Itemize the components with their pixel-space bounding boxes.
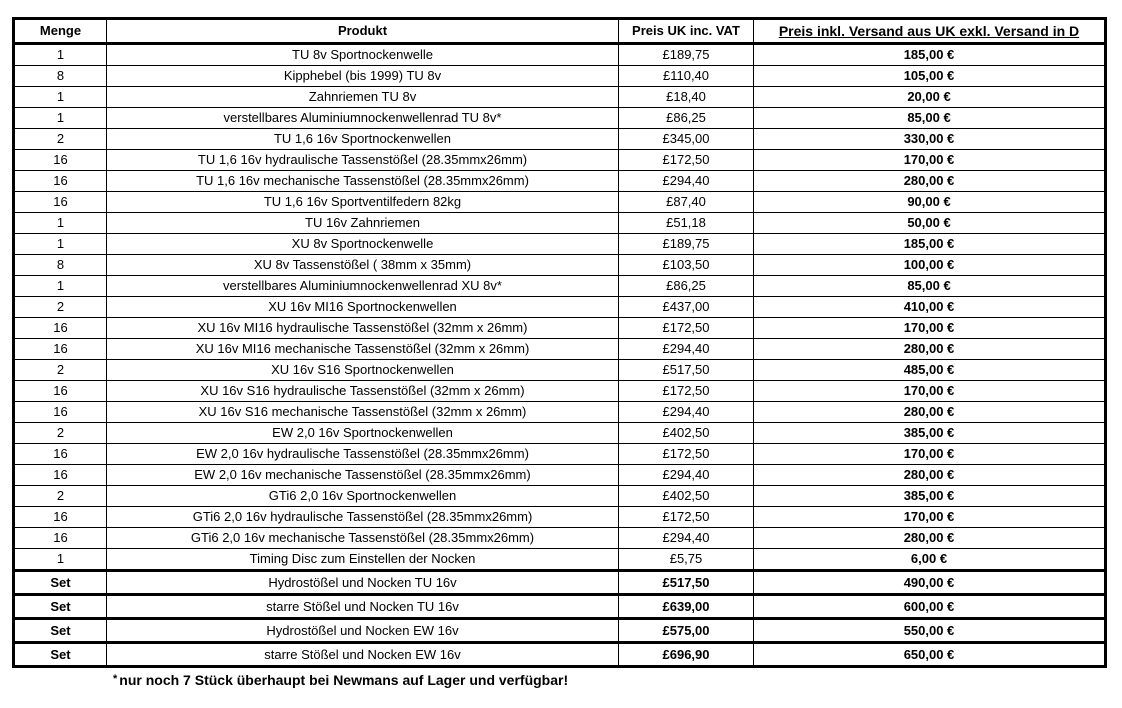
cell-preis-eur: 410,00 € xyxy=(754,297,1106,318)
cell-menge: 16 xyxy=(14,171,107,192)
cell-menge: 2 xyxy=(14,423,107,444)
cell-produkt: Zahnriemen TU 8v xyxy=(107,87,619,108)
cell-preis-eur: 170,00 € xyxy=(754,444,1106,465)
cell-produkt: verstellbares Aluminiumnockenwellenrad TU 8v* xyxy=(107,108,619,129)
table-row xyxy=(14,360,1106,381)
cell-menge: 1 xyxy=(14,44,107,66)
cell-preis-uk: £86,25 xyxy=(619,108,754,129)
table-row xyxy=(14,66,1106,87)
cell-produkt: XU 16v S16 mechanische Tassenstößel (32mm x 26mm) xyxy=(107,402,619,423)
cell-preis-uk: £189,75 xyxy=(619,44,754,66)
cell-produkt: TU 1,6 16v Sportnockenwellen xyxy=(107,129,619,150)
table-row xyxy=(14,150,1106,171)
cell-produkt: TU 1,6 16v Sportventilfedern 82kg xyxy=(107,192,619,213)
price-table xyxy=(12,17,1107,668)
cell-produkt: Timing Disc zum Einstellen der Nocken xyxy=(107,549,619,571)
table-row xyxy=(14,87,1106,108)
cell-preis-uk: £402,50 xyxy=(619,486,754,507)
column-header-produkt: Produkt xyxy=(107,19,619,44)
cell-preis-uk: £86,25 xyxy=(619,276,754,297)
cell-menge: Set xyxy=(14,595,107,619)
cell-preis-uk: £575,00 xyxy=(619,619,754,643)
cell-menge: 2 xyxy=(14,486,107,507)
table-row xyxy=(14,507,1106,528)
cell-preis-uk: £172,50 xyxy=(619,444,754,465)
cell-produkt: GTi6 2,0 16v Sportnockenwellen xyxy=(107,486,619,507)
table-row xyxy=(14,465,1106,486)
cell-preis-eur: 105,00 € xyxy=(754,66,1106,87)
cell-preis-uk: £437,00 xyxy=(619,297,754,318)
cell-preis-eur: 385,00 € xyxy=(754,486,1106,507)
cell-produkt: EW 2,0 16v hydraulische Tassenstößel (28.35mmx26mm) xyxy=(107,444,619,465)
table-row xyxy=(14,619,1106,643)
column-header-menge: Menge xyxy=(14,19,107,44)
table-row xyxy=(14,129,1106,150)
cell-menge: Set xyxy=(14,643,107,667)
footnote xyxy=(12,672,1110,688)
cell-menge: 2 xyxy=(14,129,107,150)
cell-preis-uk: £402,50 xyxy=(619,423,754,444)
table-row xyxy=(14,423,1106,444)
cell-preis-eur: 85,00 € xyxy=(754,108,1106,129)
footnote-text: nur noch 7 Stück überhaupt bei Newmans auf Lager und verfügbar! xyxy=(119,672,569,688)
cell-produkt: TU 1,6 16v hydraulische Tassenstößel (28.35mmx26mm) xyxy=(107,150,619,171)
cell-produkt: Hydrostößel und Nocken TU 16v xyxy=(107,571,619,595)
cell-preis-uk: £110,40 xyxy=(619,66,754,87)
cell-preis-eur: 170,00 € xyxy=(754,150,1106,171)
table-row xyxy=(14,255,1106,276)
cell-preis-uk: £18,40 xyxy=(619,87,754,108)
cell-preis-uk: £172,50 xyxy=(619,381,754,402)
cell-preis-eur: 6,00 € xyxy=(754,549,1106,571)
cell-preis-eur: 280,00 € xyxy=(754,465,1106,486)
cell-preis-eur: 280,00 € xyxy=(754,402,1106,423)
cell-preis-eur: 170,00 € xyxy=(754,507,1106,528)
cell-menge: 1 xyxy=(14,234,107,255)
table-row xyxy=(14,486,1106,507)
cell-preis-uk: £172,50 xyxy=(619,507,754,528)
cell-preis-eur: 85,00 € xyxy=(754,276,1106,297)
cell-preis-eur: 100,00 € xyxy=(754,255,1106,276)
cell-menge: 1 xyxy=(14,87,107,108)
cell-menge: 1 xyxy=(14,549,107,571)
column-header-preis-eur xyxy=(754,19,1106,44)
cell-produkt: XU 16v S16 hydraulische Tassenstößel (32mm x 26mm) xyxy=(107,381,619,402)
cell-preis-uk: £5,75 xyxy=(619,549,754,571)
cell-produkt: XU 8v Sportnockenwelle xyxy=(107,234,619,255)
table-row xyxy=(14,297,1106,318)
cell-produkt: GTi6 2,0 16v mechanische Tassenstößel (28.35mmx26mm) xyxy=(107,528,619,549)
cell-produkt: TU 8v Sportnockenwelle xyxy=(107,44,619,66)
cell-produkt: GTi6 2,0 16v hydraulische Tassenstößel (28.35mmx26mm) xyxy=(107,507,619,528)
cell-preis-eur: 280,00 € xyxy=(754,171,1106,192)
cell-produkt: XU 16v S16 Sportnockenwellen xyxy=(107,360,619,381)
cell-preis-eur: 280,00 € xyxy=(754,528,1106,549)
table-row xyxy=(14,192,1106,213)
table-row xyxy=(14,171,1106,192)
cell-preis-uk: £294,40 xyxy=(619,339,754,360)
cell-menge: 16 xyxy=(14,465,107,486)
cell-produkt: XU 16v MI16 mechanische Tassenstößel (32mm x 26mm) xyxy=(107,339,619,360)
cell-produkt: XU 16v MI16 Sportnockenwellen xyxy=(107,297,619,318)
table-row xyxy=(14,643,1106,667)
cell-produkt: XU 16v MI16 hydraulische Tassenstößel (32mm x 26mm) xyxy=(107,318,619,339)
cell-menge: 1 xyxy=(14,276,107,297)
cell-produkt: EW 2,0 16v mechanische Tassenstößel (28.35mmx26mm) xyxy=(107,465,619,486)
cell-preis-eur: 385,00 € xyxy=(754,423,1106,444)
cell-preis-eur: 170,00 € xyxy=(754,381,1106,402)
cell-produkt: starre Stößel und Nocken TU 16v xyxy=(107,595,619,619)
price-list-document xyxy=(12,17,1110,688)
cell-preis-eur: 50,00 € xyxy=(754,213,1106,234)
cell-menge: 16 xyxy=(14,339,107,360)
cell-preis-uk: £294,40 xyxy=(619,171,754,192)
cell-preis-eur: 20,00 € xyxy=(754,87,1106,108)
cell-preis-eur: 485,00 € xyxy=(754,360,1106,381)
cell-preis-eur: 600,00 € xyxy=(754,595,1106,619)
table-row xyxy=(14,108,1106,129)
cell-produkt: Hydrostößel und Nocken EW 16v xyxy=(107,619,619,643)
table-row xyxy=(14,44,1106,66)
cell-preis-uk: £639,00 xyxy=(619,595,754,619)
cell-produkt: Kipphebel (bis 1999) TU 8v xyxy=(107,66,619,87)
cell-preis-uk: £172,50 xyxy=(619,150,754,171)
cell-menge: 16 xyxy=(14,318,107,339)
cell-preis-eur: 170,00 € xyxy=(754,318,1106,339)
cell-produkt: TU 16v Zahnriemen xyxy=(107,213,619,234)
column-header-preis-eur-label: Preis inkl. Versand aus UK exkl. Versand in D xyxy=(778,23,1080,39)
table-row xyxy=(14,381,1106,402)
table-row xyxy=(14,318,1106,339)
cell-menge: 2 xyxy=(14,360,107,381)
cell-preis-uk: £294,40 xyxy=(619,528,754,549)
cell-produkt: verstellbares Aluminiumnockenwellenrad XU 8v* xyxy=(107,276,619,297)
cell-preis-uk: £696,90 xyxy=(619,643,754,667)
cell-menge: Set xyxy=(14,571,107,595)
cell-menge: 2 xyxy=(14,297,107,318)
cell-preis-eur: 280,00 € xyxy=(754,339,1106,360)
cell-preis-eur: 185,00 € xyxy=(754,44,1106,66)
table-row xyxy=(14,571,1106,595)
table-row xyxy=(14,339,1106,360)
cell-preis-eur: 650,00 € xyxy=(754,643,1106,667)
cell-preis-uk: £103,50 xyxy=(619,255,754,276)
cell-menge: 8 xyxy=(14,66,107,87)
table-row xyxy=(14,444,1106,465)
table-row xyxy=(14,213,1106,234)
cell-menge: Set xyxy=(14,619,107,643)
cell-preis-uk: £294,40 xyxy=(619,465,754,486)
cell-preis-eur: 90,00 € xyxy=(754,192,1106,213)
cell-preis-eur: 490,00 € xyxy=(754,571,1106,595)
cell-menge: 8 xyxy=(14,255,107,276)
cell-produkt: XU 8v Tassenstößel ( 38mm x 35mm) xyxy=(107,255,619,276)
table-body xyxy=(14,44,1106,667)
cell-menge: 1 xyxy=(14,213,107,234)
cell-produkt: starre Stößel und Nocken EW 16v xyxy=(107,643,619,667)
cell-preis-uk: £189,75 xyxy=(619,234,754,255)
cell-preis-uk: £294,40 xyxy=(619,402,754,423)
table-row xyxy=(14,549,1106,571)
table-row xyxy=(14,528,1106,549)
cell-preis-uk: £517,50 xyxy=(619,571,754,595)
footnote-asterisk: * xyxy=(113,673,118,685)
cell-produkt: EW 2,0 16v Sportnockenwellen xyxy=(107,423,619,444)
cell-menge: 16 xyxy=(14,507,107,528)
table-row xyxy=(14,402,1106,423)
cell-menge: 16 xyxy=(14,444,107,465)
cell-menge: 16 xyxy=(14,192,107,213)
cell-preis-eur: 185,00 € xyxy=(754,234,1106,255)
cell-preis-uk: £172,50 xyxy=(619,318,754,339)
cell-menge: 16 xyxy=(14,528,107,549)
cell-menge: 16 xyxy=(14,402,107,423)
cell-preis-uk: £517,50 xyxy=(619,360,754,381)
cell-menge: 16 xyxy=(14,381,107,402)
cell-preis-eur: 550,00 € xyxy=(754,619,1106,643)
table-row xyxy=(14,595,1106,619)
cell-menge: 1 xyxy=(14,108,107,129)
column-header-preis-uk: Preis UK inc. VAT xyxy=(619,19,754,44)
cell-menge: 16 xyxy=(14,150,107,171)
table-row xyxy=(14,234,1106,255)
cell-preis-uk: £87,40 xyxy=(619,192,754,213)
cell-preis-uk: £345,00 xyxy=(619,129,754,150)
table-row xyxy=(14,276,1106,297)
cell-produkt: TU 1,6 16v mechanische Tassenstößel (28.35mmx26mm) xyxy=(107,171,619,192)
cell-preis-uk: £51,18 xyxy=(619,213,754,234)
cell-preis-eur: 330,00 € xyxy=(754,129,1106,150)
header-row xyxy=(14,19,1106,44)
